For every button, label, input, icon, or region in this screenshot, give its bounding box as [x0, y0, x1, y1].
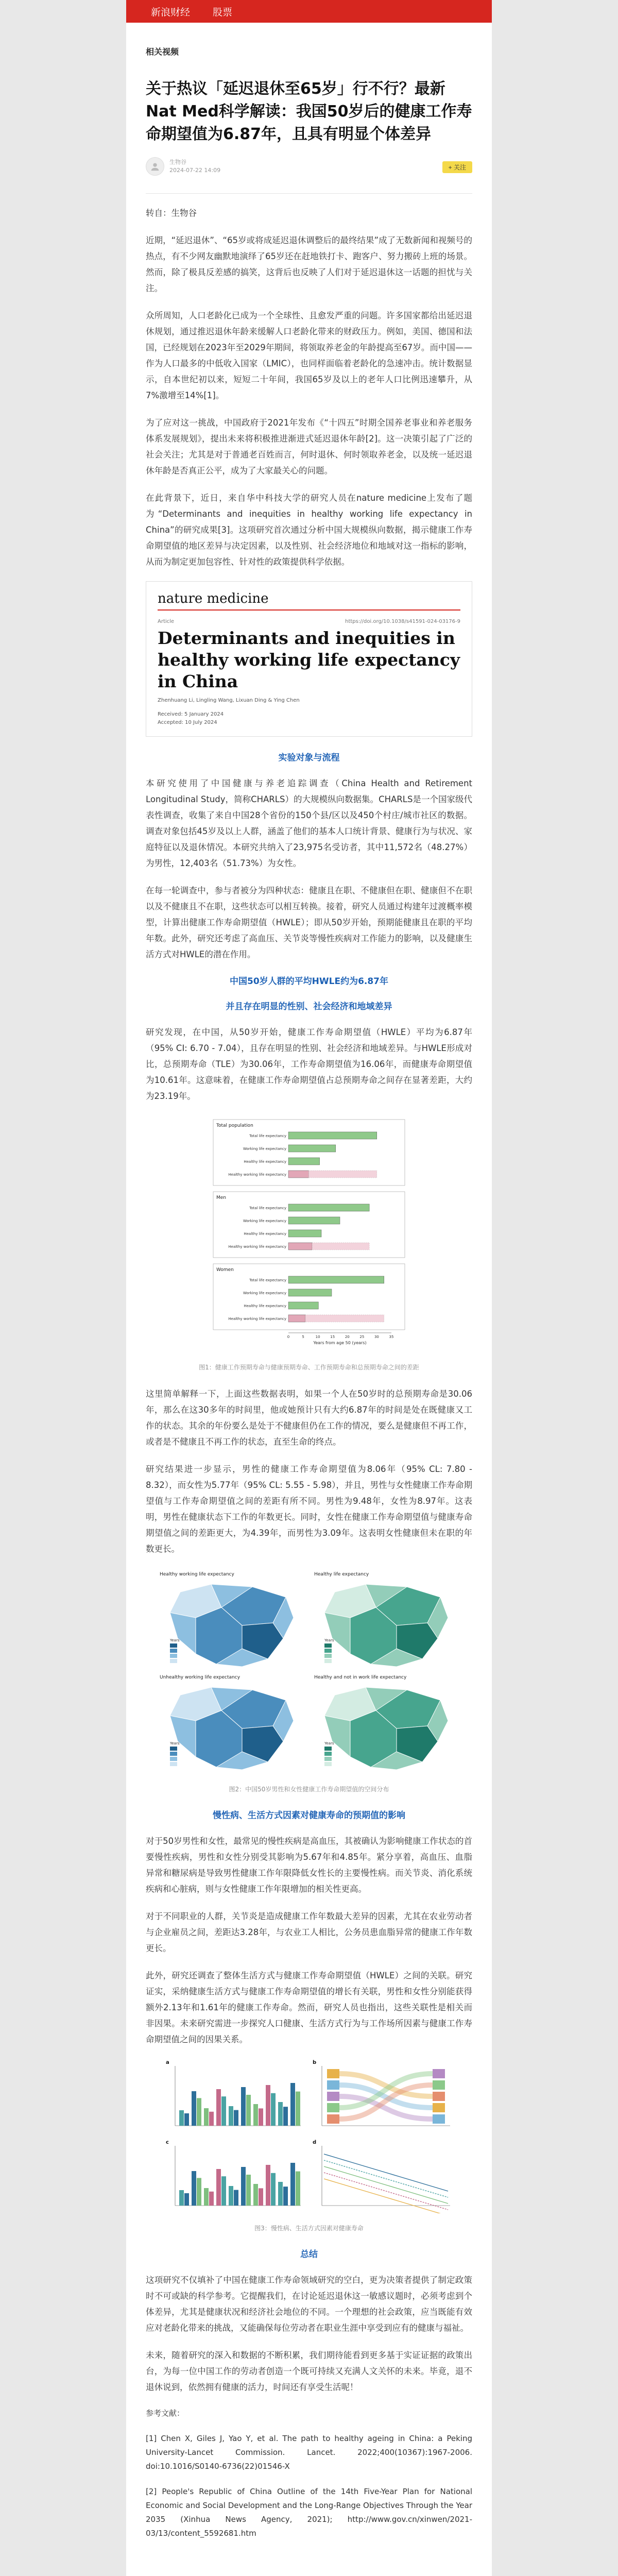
bar [288, 1132, 377, 1139]
references [146, 2406, 472, 2540]
source-note: 转自：生物谷 [146, 208, 197, 218]
x-tick-label: 35 [389, 1335, 394, 1339]
accepted-date: Accepted: 10 July 2024 [158, 720, 217, 725]
bar [288, 1276, 384, 1283]
legend-swatch [170, 1757, 177, 1761]
paragraph-11: 对于不同职业的人群，关节炎是造成健康工作年数最大差异的因素，尤其在农业劳动者与企业雇员之间，差距达3.28年，与农业工人相比，公务员患血脂异常的健康工作年数更长。 [146, 1911, 472, 1953]
legend-swatch [170, 1649, 177, 1653]
figure-3-panels [165, 2059, 453, 2215]
article-title: 关于热议「延迟退休至65岁」行不行？最新Nat Med科学解读：我国50岁后的健康工作寿命期望值为6.87年，且具有明显个体差异 [146, 80, 472, 143]
bar [288, 1302, 318, 1309]
panel-bar [209, 2192, 214, 2206]
bar-label: Healthy life expectancy [244, 1304, 286, 1308]
panel-bar [234, 2110, 238, 2126]
heading-data: 实验对象与流程 [278, 753, 340, 763]
trend-line [324, 2179, 448, 2213]
panel-letter: d [313, 2140, 317, 2145]
map [169, 1687, 294, 1770]
author-time: 2024-07-22 14:09 [169, 167, 221, 174]
article-type-label: Article [158, 619, 175, 624]
paragraph-12: 此外，研究还调查了整体生活方式与健康工作寿命期望值（HWLE）之间的关联。研究证实，采纳健康生活方式与健康工作寿命期望值的增长有关联，男性和女性分别能获得额外2.13年和1.61年的健康工作寿命。然而，研究人员也指出，这些关联性是相关而非因果。未来研究需进一步探究人口健康、生活方式行为与工作场所因素与健康工作寿命期望值之间的因果关系。 [146, 1971, 472, 2044]
bar [288, 1158, 320, 1165]
journal-logo: nature medicine [158, 591, 460, 611]
panel-bar [229, 2106, 233, 2126]
figure-1-bar-chart [211, 1115, 407, 1354]
paragraph-13: 这项研究不仅填补了中国在健康工作寿命领域研究的空白，更为决策者提供了制定政策时不可或缺的科学参考。它提醒我们，在讨论延迟退休这一敏感议题时，必须考虑到个体差异，尤其是健康状况和经济社会地位的不同。一个理想的社会政策，应当既能有效应对老龄化带来的挑战，又能确保每位劳动者在职业生涯中享受到应有的健康与福祉。 [146, 2275, 472, 2333]
panel-bar [296, 2092, 300, 2126]
paragraph-8: 这里简单解释一下，上面这些数据表明，如果一个人在50岁时的总预期寿命是30.06年，那么在这30多年的时间里，他或她预计只有大约6.87年的时间是处在既健康又工作的状态。其余的年份要么是处于不健康但仍在工作的情况，要么是健康但不再工作，或者是不健康且不再工作的状态，直至生命的终点。 [146, 1389, 472, 1447]
gap-bar [305, 1315, 384, 1322]
legend-label: Years [324, 1741, 334, 1745]
panel-bar [278, 2182, 283, 2206]
x-tick-label: 25 [359, 1335, 365, 1339]
reference-2: [2] People's Republic of China Outline of the 14th Five-Year Plan for National Economic and Social Development and the Long-Range Objectives Through the Year 2035 (Xinhua News Agency, 2021); http://www.gov.cn/xinwen/2021-03/13/content_5592681.htm [146, 2487, 472, 2538]
x-axis-label: Years from age 50 (years) [313, 1341, 367, 1345]
panel-bar [271, 2173, 276, 2206]
bar [288, 1217, 340, 1224]
panel-title: Total population [216, 1123, 253, 1128]
heading-hwle: 中国50岁人群的平均HWLE约为6.87年 [229, 976, 389, 987]
panel-bar [296, 2172, 300, 2206]
flow-node [433, 2069, 445, 2078]
legend-swatch [170, 1762, 177, 1766]
heading-disease: 慢性病、生活方式因素对健康寿命的预期值的影响 [213, 1810, 405, 1821]
map-title: Healthy and not in work life expectancy [314, 1675, 407, 1680]
panel-title: Women [216, 1267, 234, 1273]
panel-bar [271, 2093, 276, 2126]
panel-bar [179, 2110, 184, 2126]
paragraph-3: 为了应对这一挑战，中国政府于2021年发布《“十四五”时期全国养老事业和养老服务体系发展规划》，提出未来将积极推进渐进式延迟退休年龄[2]。这一决策引起了广泛的社会关注；尤其是对于普通老百姓而言，何时退休、何时领取养老金，以及统一延迟退休年龄是否真正公平，成为了大家最关心的问题。 [146, 418, 472, 476]
figure-2-caption: 图2：中国50岁男性和女性健康工作寿命期望值的空间分布 [229, 1786, 389, 1793]
panel-bar [259, 2108, 263, 2126]
x-tick-label: 30 [374, 1335, 379, 1339]
panel-bar [234, 2190, 238, 2206]
panel-bar [209, 2112, 214, 2126]
x-tick-label: 5 [302, 1335, 304, 1339]
panel-bar [241, 2167, 246, 2206]
panel-bar [283, 2107, 288, 2126]
gap-bar [308, 1171, 377, 1178]
panel-bar [278, 2102, 283, 2126]
panel-title: Men [216, 1195, 227, 1200]
paragraph-1: 近期，“延迟退休”、“65岁或将成延迟退休调整后的最终结果”成了无数新闻和视频号的热点，有不少网友幽默地演绎了65岁还在赶地铁打卡、跑客户、努力搬砖上班的场景。然而，除了极具反差感的搞笑，这背后也反映了人们对于延迟退休这一话题的担忧与关注。 [146, 235, 472, 293]
map-title: Unhealthy working life expectancy [160, 1675, 241, 1680]
figure-2-maps [154, 1568, 464, 1776]
legend-swatch [170, 1747, 177, 1751]
trend-line [324, 2154, 448, 2191]
panel-bar [216, 2169, 221, 2206]
flow-node [433, 2080, 445, 2090]
x-tick-label: 15 [330, 1335, 335, 1339]
panel-letter: b [313, 2060, 317, 2065]
panel-bar [266, 2165, 270, 2206]
panel-bar [290, 2163, 295, 2206]
flow-node [433, 2092, 445, 2101]
panel-letter: a [166, 2060, 169, 2065]
legend-swatch [170, 1643, 177, 1648]
panel-bar [216, 2089, 221, 2126]
panel-bar [253, 2184, 258, 2206]
bar [288, 1243, 312, 1250]
x-tick-label: 0 [287, 1335, 290, 1339]
panel-bar [221, 2176, 226, 2206]
author-name[interactable]: 生物谷 [169, 159, 186, 165]
panel-bar [259, 2188, 263, 2206]
panel-bar [253, 2104, 258, 2126]
life-expectancy-bar-chart [211, 1115, 407, 1352]
panel-bar [266, 2085, 270, 2126]
user-icon [149, 161, 161, 172]
bar-label: Working life expectancy [243, 1291, 286, 1295]
legend-swatch [324, 1752, 332, 1756]
nav-link-stocks[interactable]: 股票 [213, 6, 233, 18]
panel-bar [184, 2193, 189, 2206]
paper-header-card [146, 581, 472, 737]
nav-link-sina-finance[interactable]: 新浪财经 [151, 6, 191, 18]
flow-node [327, 2080, 339, 2090]
gap-bar [312, 1243, 369, 1250]
bar-label: Total life expectancy [249, 1134, 286, 1138]
panel-bar [179, 2190, 184, 2206]
bar [288, 1171, 308, 1178]
flow-node [327, 2092, 339, 2101]
legend-swatch [324, 1654, 332, 1658]
legend-swatch [324, 1649, 332, 1653]
flow-node [433, 2103, 445, 2112]
received-date: Received: 5 January 2024 [158, 711, 224, 717]
panel-bar [184, 2113, 189, 2126]
panel-bar [192, 2091, 196, 2126]
trend-line [324, 2160, 448, 2197]
legend-label: Years [170, 1638, 180, 1642]
legend-label: Years [170, 1741, 180, 1745]
panel-bar [204, 2188, 209, 2206]
bar-label: Working life expectancy [243, 1219, 286, 1223]
flow-node [327, 2114, 339, 2124]
paragraph-14: 未来，随着研究的深入和数据的不断积累，我们期待能看到更多基于实证证据的政策出台，为每一位中国工作的劳动者创造一个既可持续又充满人文关怀的未来。毕竟，退不退休说到，依然拥有健康的活力，时间还有享受生活呢！ [146, 2350, 472, 2392]
top-navigation-bar [126, 0, 492, 23]
trend-line [324, 2166, 448, 2204]
references-label: 参考文献： [146, 2409, 185, 2418]
paragraph-5: 本研究使用了中国健康与养老追踪调查（China Health and Retirement Longitudinal Study，简称CHARLS）的大规模纵向数据集。CHARLS是一个国家级代表性调查，收集了来自中国28个省份的150个县/区以及450个村庄/城市社区的数据。调查对象包括45岁及以上人群，涵盖了他们的基本人口统计背景、健康行为与状况、家庭特征以及退休情况。本研究共纳入了23,975名受访者，其中11,572名（48.27%）为男性，12,403名（51.73%）为女性。 [146, 778, 472, 868]
legend-swatch [170, 1752, 177, 1756]
heading-hwle-sub: 并且存在明显的性别、社会经济和地域差异 [226, 1002, 392, 1012]
panel-bar [221, 2096, 226, 2126]
legend-swatch [324, 1762, 332, 1766]
map-title: Healthy working life expectancy [160, 1572, 234, 1577]
x-tick-label: 20 [345, 1335, 350, 1339]
bar-label: Working life expectancy [243, 1147, 286, 1151]
bar [288, 1145, 336, 1152]
article-page [126, 23, 492, 2576]
panel-letter: c [166, 2140, 169, 2145]
paragraph-6: 在每一轮调查中，参与者被分为四种状态：健康且在职、不健康但在职、健康但不在职以及不健康且不在职，这些状态可以相互转换。接着，研究人员通过构建年过渡概率模型，计算出健康工作寿命期望值（HWLE）；即从50岁开始，预期能健康且在职的平均年数。此外，研究还考虑了高血压、关节炎等慢性疾病对工作能力的影响，以及健康生活方式对HWLE的潜在作用。 [146, 886, 472, 959]
legend-swatch [324, 1659, 332, 1663]
bar [288, 1230, 321, 1237]
panel-bar [197, 2098, 201, 2126]
bar [288, 1289, 332, 1296]
reference-1: [1] Chen X, Giles J, Yao Y, et al. The path to healthy ageing in China: a Peking University-Lancet Commission. Lancet. 2022;400(10367):1967-2006. doi:10.1016/S0140-6736(22)01546-X [146, 2434, 472, 2471]
bar-label: Healthy working life expectancy [228, 1317, 286, 1321]
paper-authors: Zhenhuang Li, Lingling Wang, Lixuan Ding & Ying Chen [158, 698, 300, 703]
map [169, 1584, 294, 1667]
figure-3-caption: 图3：慢性病、生活方式因素对健康寿命 [254, 2225, 364, 2232]
panel-bar [246, 2175, 251, 2206]
legend-label: Years [324, 1638, 334, 1642]
legend-swatch [324, 1757, 332, 1761]
trend-line [324, 2173, 448, 2210]
panel-bar [204, 2108, 209, 2126]
avatar[interactable] [146, 157, 164, 176]
china-hwle-maps [154, 1568, 464, 1774]
flow-node [327, 2069, 339, 2078]
paper-title: Determinants and inequities in healthy working life expectancy in China [158, 628, 460, 691]
bar [288, 1315, 305, 1322]
follow-button[interactable]: + 关注 [442, 161, 472, 173]
section-tag: 相关视频 [146, 47, 179, 57]
bar-label: Healthy life expectancy [244, 1160, 286, 1164]
heading-summary: 总结 [300, 2249, 318, 2260]
disease-lifestyle-panels [165, 2059, 453, 2213]
bar-label: Healthy life expectancy [244, 1232, 286, 1236]
doi-link[interactable]: https://doi.org/10.1038/s41591-024-03176-9 [345, 619, 460, 624]
bar-label: Total life expectancy [249, 1278, 286, 1282]
x-tick-label: 10 [315, 1335, 320, 1339]
panel-bar [246, 2095, 251, 2126]
paragraph-7: 研究发现，在中国，从50岁开始，健康工作寿命期望值（HWLE）平均为6.87年（95% CI: 6.70 - 7.04），且存在明显的性别、社会经济和地域差异。与HWLE形成对比，总预期寿命（TLE）为30.06年，工作寿命期望值为16.06年，而健康寿命期望值为10.61年。这意味着，在健康工作寿命期望值占总预期寿命之间存在显著差距，大约为23.19年。 [146, 1027, 472, 1101]
panel-bar [197, 2178, 201, 2206]
flow-node [327, 2103, 339, 2112]
bar [288, 1204, 369, 1211]
panel-bar [192, 2171, 196, 2206]
figure-1-caption: 图1：健康工作预期寿命与健康预期寿命、工作预期寿命和总预期寿命之间的差距 [199, 1364, 419, 1371]
paragraph-4: 在此背景下，近日，来自华中科技大学的研究人员在nature medicine上发布了题为“Determinants and inequities in healthy working life expectancy in China”的研究成果[3]。这项研究首次通过分析中国大规模纵向数据，揭示健康工作寿命期望值的地区差异与决定因素，以及性别、社会经济地位和地域对这一指标的影响，从而为制定更加包容性、针对性的政策提供科学依据。 [146, 493, 472, 567]
panel-bar [241, 2087, 246, 2126]
panel-bar [283, 2187, 288, 2206]
paragraph-9: 研究结果进一步显示，男性的健康工作寿命期望值为8.06年（95% CL: 7.80 - 8.32），而女性为5.77年（95% CL: 5.55 - 5.98），并且，男性与女性健康工作寿命期望值与工作寿命期望值之间的差距有所不同。男性为9.48年，女性为8.97年。这表明，男性在健康状态下工作的年数更长。同时，女性在健康工作寿命期望值与健康寿命期望值之间的差距更大，为4.39年，而男性为3.09年。这表明女性健康但未在职的年数更长。 [146, 1464, 472, 1554]
bar-label: Total life expectancy [249, 1206, 286, 1210]
panel-bar [290, 2083, 295, 2126]
paragraph-2: 众所周知，人口老龄化已成为一个全球性、且愈发严重的问题。许多国家都给出延迟退休规划，通过推迟退休年龄来缓解人口老龄化带来的财政压力。例如，美国、德国和法国，已经规划在2023年至2029年期间，将领取养老金的年龄提高至67岁。而中国——作为人口最多的中低收入国家（LMIC），也同样面临着老龄化的急速冲击。统计数据显示，自本世纪初以来，短短二十年间，我国65岁及以上的老年人口比例迅速攀升，从7%激增至14%[1]。 [146, 311, 472, 400]
legend-swatch [170, 1659, 177, 1663]
map [324, 1584, 448, 1667]
panel-bar [229, 2186, 233, 2206]
flow-node [433, 2114, 445, 2124]
bar-label: Healthy working life expectancy [228, 1245, 286, 1249]
paragraph-10: 对于50岁男性和女性，最常见的慢性疾病是高血压，其被确认为影响健康工作状态的首要慢性疾病，男性和女性分别受其影响为5.67年和4.85年。紧分享着，高血压、血脂异常和糖尿病是导致男性健康工作年限降低女性长的主要慢性病。而关节炎、消化系统疾病和心脏病，则与女性健康工作年限增加的相关性更高。 [146, 1836, 472, 1894]
legend-swatch [170, 1654, 177, 1658]
legend-swatch [324, 1747, 332, 1751]
bar-label: Healthy working life expectancy [228, 1173, 286, 1177]
map-title: Healthy life expectancy [314, 1572, 369, 1577]
divider [146, 193, 472, 194]
legend-swatch [324, 1643, 332, 1648]
author-row [146, 157, 472, 176]
map [324, 1687, 448, 1770]
